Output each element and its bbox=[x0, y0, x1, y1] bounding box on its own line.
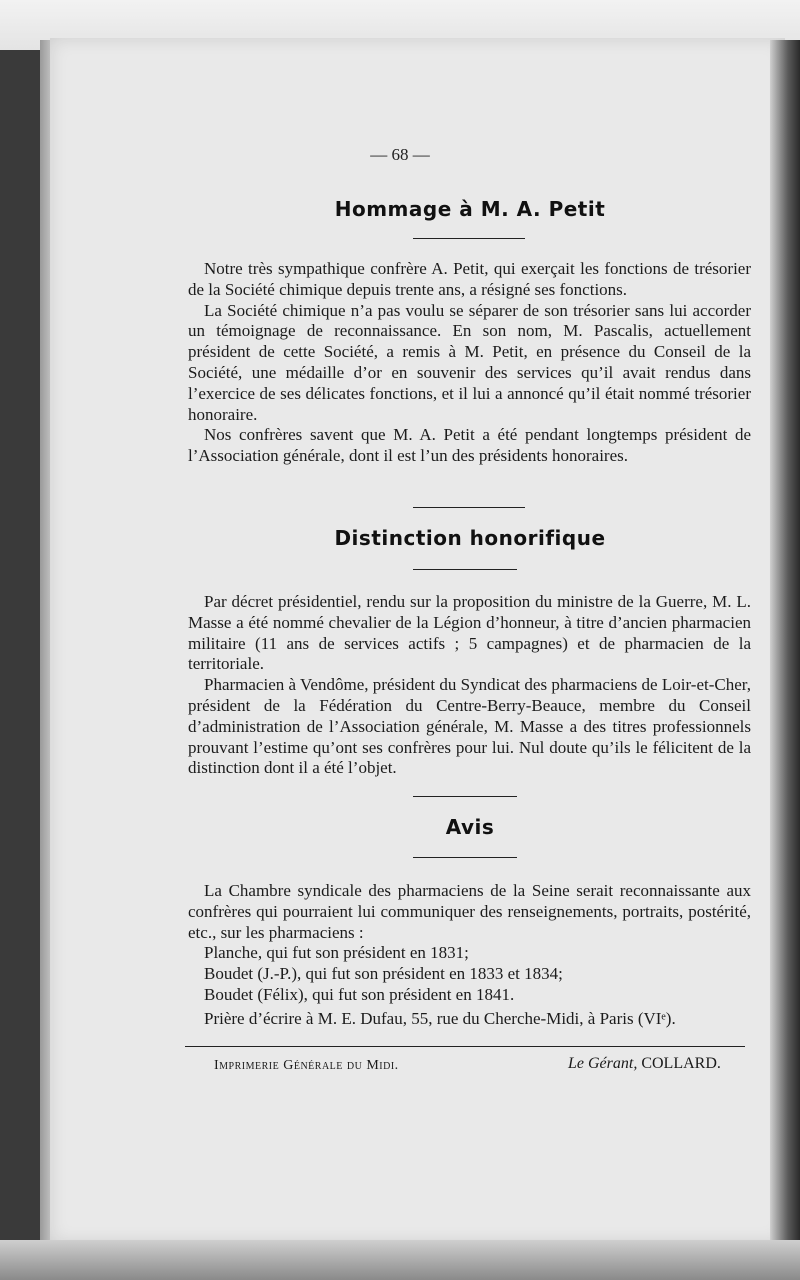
section-body-distinction bbox=[188, 592, 751, 779]
section-body-avis bbox=[188, 881, 751, 1030]
paragraph: Pharmacien à Vendôme, président du Syndicat des pharmaciens de Loir-et-Cher, président de la Fédération du Centre-Berry-Beauce, membre du Conseil d’administration de l’Association générale, M. Masse a des titres professionnels prouvant l’estime qu’ont ses confrères pour lui. Nul doute qu’ils le félicitent de la distinction dont il a été l’objet. bbox=[188, 675, 751, 778]
list-item: Boudet (J.-P.), qui fut son président en 1833 et 1834; bbox=[204, 964, 563, 984]
section-divider bbox=[413, 507, 525, 508]
footer-rule bbox=[185, 1046, 745, 1047]
paragraph: Notre très sympathique confrère A. Petit, qui exerçait les fonctions de trésorier de la Société chimique depuis trente ans, a résigné ses fonctions. bbox=[188, 259, 751, 299]
section-body-hommage bbox=[188, 259, 751, 467]
section-divider bbox=[413, 796, 517, 797]
title-underline bbox=[413, 857, 517, 858]
section-title-distinction: Distinction honorifique bbox=[334, 526, 606, 550]
paragraph: La Société chimique n’a pas voulu se séparer de son trésorier sans lui accorder un témoignage de reconnaissance. En son nom, M. Pascalis, actuellement président de cette Société, a remis à M. Petit, en présence du Conseil de la Société, une médaille d’or en souvenir des services qu’il avait rendus dans l’exercice de ses délicates fonctions, et il lui a annoncé qu’il était nommé trésorier honoraire. bbox=[188, 300, 751, 424]
manager-label: Le Gérant, bbox=[568, 1055, 638, 1072]
manager-name: COLLARD. bbox=[641, 1055, 721, 1072]
page-edge-right bbox=[770, 40, 800, 1280]
section-title-avis: Avis bbox=[445, 815, 495, 839]
section-title-hommage: Hommage à M. A. Petit bbox=[334, 197, 606, 221]
title-underline bbox=[413, 569, 517, 570]
paragraph: Nos confrères savent que M. A. Petit a été pendant longtemps président de l’Association générale, dont il est l’un des présidents honoraires. bbox=[188, 425, 751, 466]
list-item: Planche, qui fut son président en 1831; bbox=[204, 943, 469, 963]
paragraph: Prière d’écrire à M. E. Dufau, 55, rue du Cherche-Midi, à Paris (VIᵉ). bbox=[204, 1008, 676, 1028]
paragraph: Par décret présidentiel, rendu sur la proposition du ministre de la Guerre, M. L. Masse a été nommé chevalier de la Légion d’honneur, à titre d’ancien pharmacien militaire (11 ans de services actifs ; 5 campagnes) et de pharmacien de la territoriale. bbox=[188, 592, 751, 674]
list-item: Boudet (Félix), qui fut son président en 1841. bbox=[204, 984, 515, 1004]
printer-imprint: Imprimerie Générale du Midi. bbox=[214, 1058, 399, 1073]
page-edge-bottom bbox=[0, 1240, 800, 1280]
title-underline bbox=[413, 238, 525, 239]
page-number: — 68 — bbox=[370, 145, 430, 164]
manager-signature bbox=[568, 1055, 721, 1073]
paragraph: La Chambre syndicale des pharmaciens de la Seine serait reconnaissante aux confrères qui pourraient lui communiquer des renseignements, portraits, postérité, etc., sur les pharmaciens : bbox=[188, 881, 751, 942]
